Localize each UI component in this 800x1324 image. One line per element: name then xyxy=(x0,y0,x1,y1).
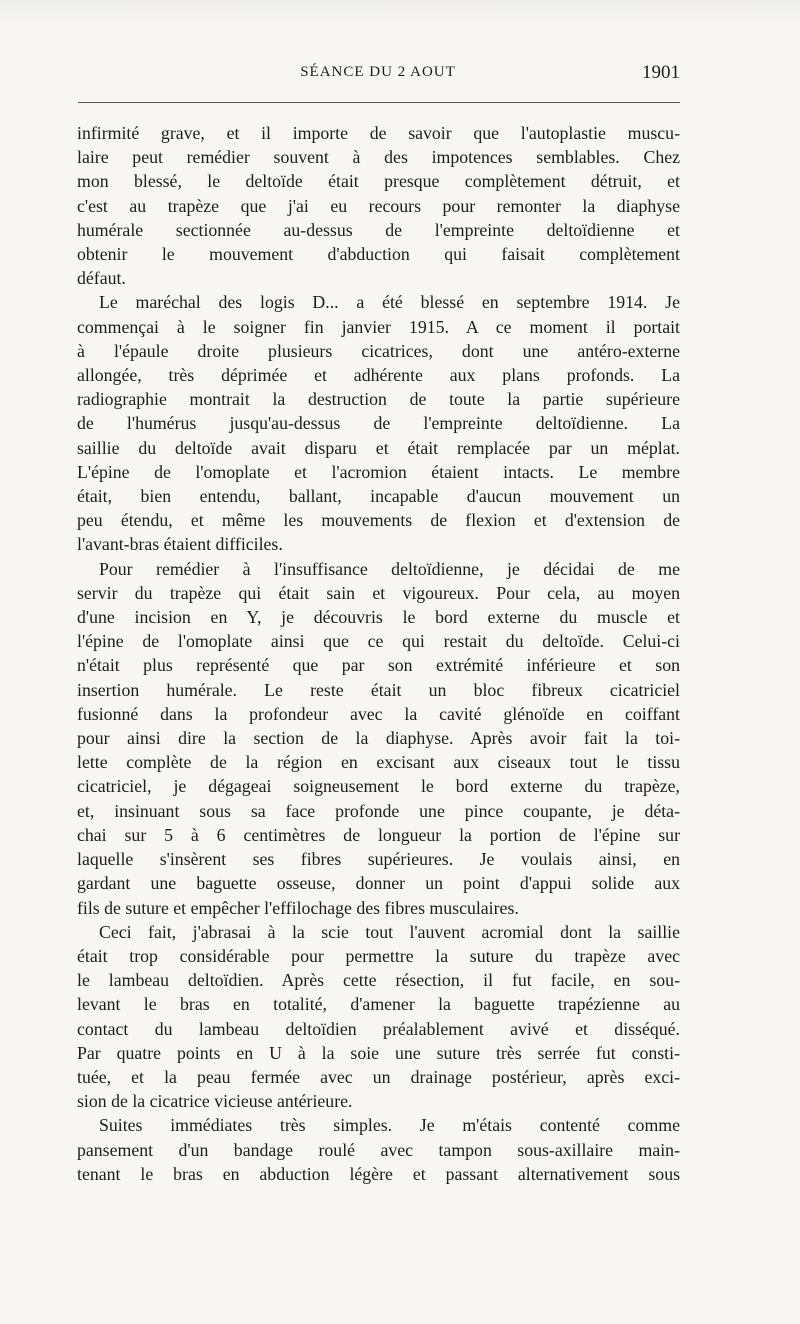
text-line: laire peut remédier souvent à des impotences semblables. Chez xyxy=(77,147,680,168)
text-line: fils de suture et empêcher l'effilochage des fibres musculaires. xyxy=(77,897,519,918)
body-text xyxy=(77,121,680,1186)
text-line: tenant le bras en abduction légère et passant alternativement sous xyxy=(77,1163,680,1184)
paragraph xyxy=(77,290,680,556)
text-line: obtenir le mouvement d'abduction qui faisait complètement xyxy=(77,244,680,265)
text-line: cicatriciel, je dégageai soigneusement le bord externe du trapèze, xyxy=(77,776,680,797)
header-rule xyxy=(78,102,680,103)
text-line: était, bien entendu, ballant, incapable d'aucun mouvement un xyxy=(77,486,680,507)
text-line: défaut. xyxy=(77,268,126,289)
text-line: saillie du deltoïde avait disparu et était remplacée par un méplat. xyxy=(77,437,680,458)
text-line: Par quatre points en U à la soie une suture très serrée fut consti- xyxy=(77,1042,680,1063)
text-line: laquelle s'insèrent ses fibres supérieures. Je voulais ainsi, en xyxy=(77,849,680,870)
text-line: pour ainsi dire la section de la diaphyse. Après avoir fait la toi- xyxy=(77,728,680,749)
text-line: lette complète de la région en excisant aux ciseaux tout le tissu xyxy=(77,752,680,773)
text-line: peu étendu, et même les mouvements de flexion et d'extension de xyxy=(77,510,680,531)
running-title: SÉANCE DU 2 AOUT xyxy=(300,64,456,80)
text-line: sion de la cicatrice vicieuse antérieure. xyxy=(77,1091,353,1112)
paragraph xyxy=(77,920,680,1114)
paragraph xyxy=(77,121,680,290)
paragraph xyxy=(77,1113,680,1186)
text-line: L'épine de l'omoplate et l'acromion étaient intacts. Le membre xyxy=(77,461,680,482)
text-line: commençai à le soigner fin janvier 1915. A ce moment il portait xyxy=(77,316,680,337)
text-line: allongée, très déprimée et adhérente aux plans profonds. La xyxy=(77,365,680,386)
running-header xyxy=(76,62,680,90)
text-line: Le maréchal des logis D... a été blessé en septembre 1914. Je xyxy=(99,292,680,313)
text-line: radiographie montrait la destruction de toute la partie supérieure xyxy=(77,389,680,410)
text-line: contact du lambeau deltoïdien préalablement avivé et disséqué. xyxy=(77,1018,680,1039)
text-line: d'une incision en Y, je découvris le bord externe du muscle et xyxy=(77,607,680,628)
text-line: insertion humérale. Le reste était un bloc fibreux cicatriciel xyxy=(77,679,680,700)
text-line: humérale sectionnée au-dessus de l'empreinte deltoïdienne et xyxy=(77,219,680,240)
text-line: tuée, et la peau fermée avec un drainage postérieur, après exci- xyxy=(77,1066,680,1087)
paragraph xyxy=(77,557,680,920)
text-line: le lambeau deltoïdien. Après cette résection, il fut facile, en sou- xyxy=(77,970,680,991)
page-number: 1901 xyxy=(642,62,680,83)
text-line: levant le bras en totalité, d'amener la baguette trapézienne au xyxy=(77,994,680,1015)
text-line: l'épine de l'omoplate ainsi que ce qui restait du deltoïde. Celui-ci xyxy=(77,631,680,652)
text-line: Ceci fait, j'abrasai à la scie tout l'auvent acromial dont la saillie xyxy=(99,921,680,942)
text-line: était trop considérable pour permettre la suture du trapèze avec xyxy=(77,945,680,966)
text-line: n'était plus représenté que par son extrémité inférieure et son xyxy=(77,655,680,676)
text-line: gardant une baguette osseuse, donner un point d'appui solide aux xyxy=(77,873,680,894)
text-line: et, insinuant sous sa face profonde une pince coupante, je déta- xyxy=(77,800,680,821)
text-line: fusionné dans la profondeur avec la cavité glénoïde en coiffant xyxy=(77,703,680,724)
text-line: infirmité grave, et il importe de savoir que l'autoplastie muscu- xyxy=(77,123,680,143)
text-line: l'avant-bras étaient difficiles. xyxy=(77,534,283,555)
text-line: servir du trapèze qui était sain et vigoureux. Pour cela, au moyen xyxy=(77,582,680,603)
text-line: à l'épaule droite plusieurs cicatrices, dont une antéro-externe xyxy=(77,340,680,361)
text-line: pansement d'un bandage roulé avec tampon sous-axillaire main- xyxy=(77,1139,680,1160)
text-line: Suites immédiates très simples. Je m'étais contenté comme xyxy=(99,1115,680,1136)
text-line: c'est au trapèze que j'ai eu recours pour remonter la diaphyse xyxy=(77,195,680,216)
text-line: mon blessé, le deltoïde était presque complètement détruit, et xyxy=(77,171,680,192)
text-line: Pour remédier à l'insuffisance deltoïdienne, je décidai de me xyxy=(99,558,680,579)
text-line: de l'humérus jusqu'au-dessus de l'empreinte deltoïdienne. La xyxy=(77,413,680,434)
text-line: chai sur 5 à 6 centimètres de longueur la portion de l'épine sur xyxy=(77,824,680,845)
